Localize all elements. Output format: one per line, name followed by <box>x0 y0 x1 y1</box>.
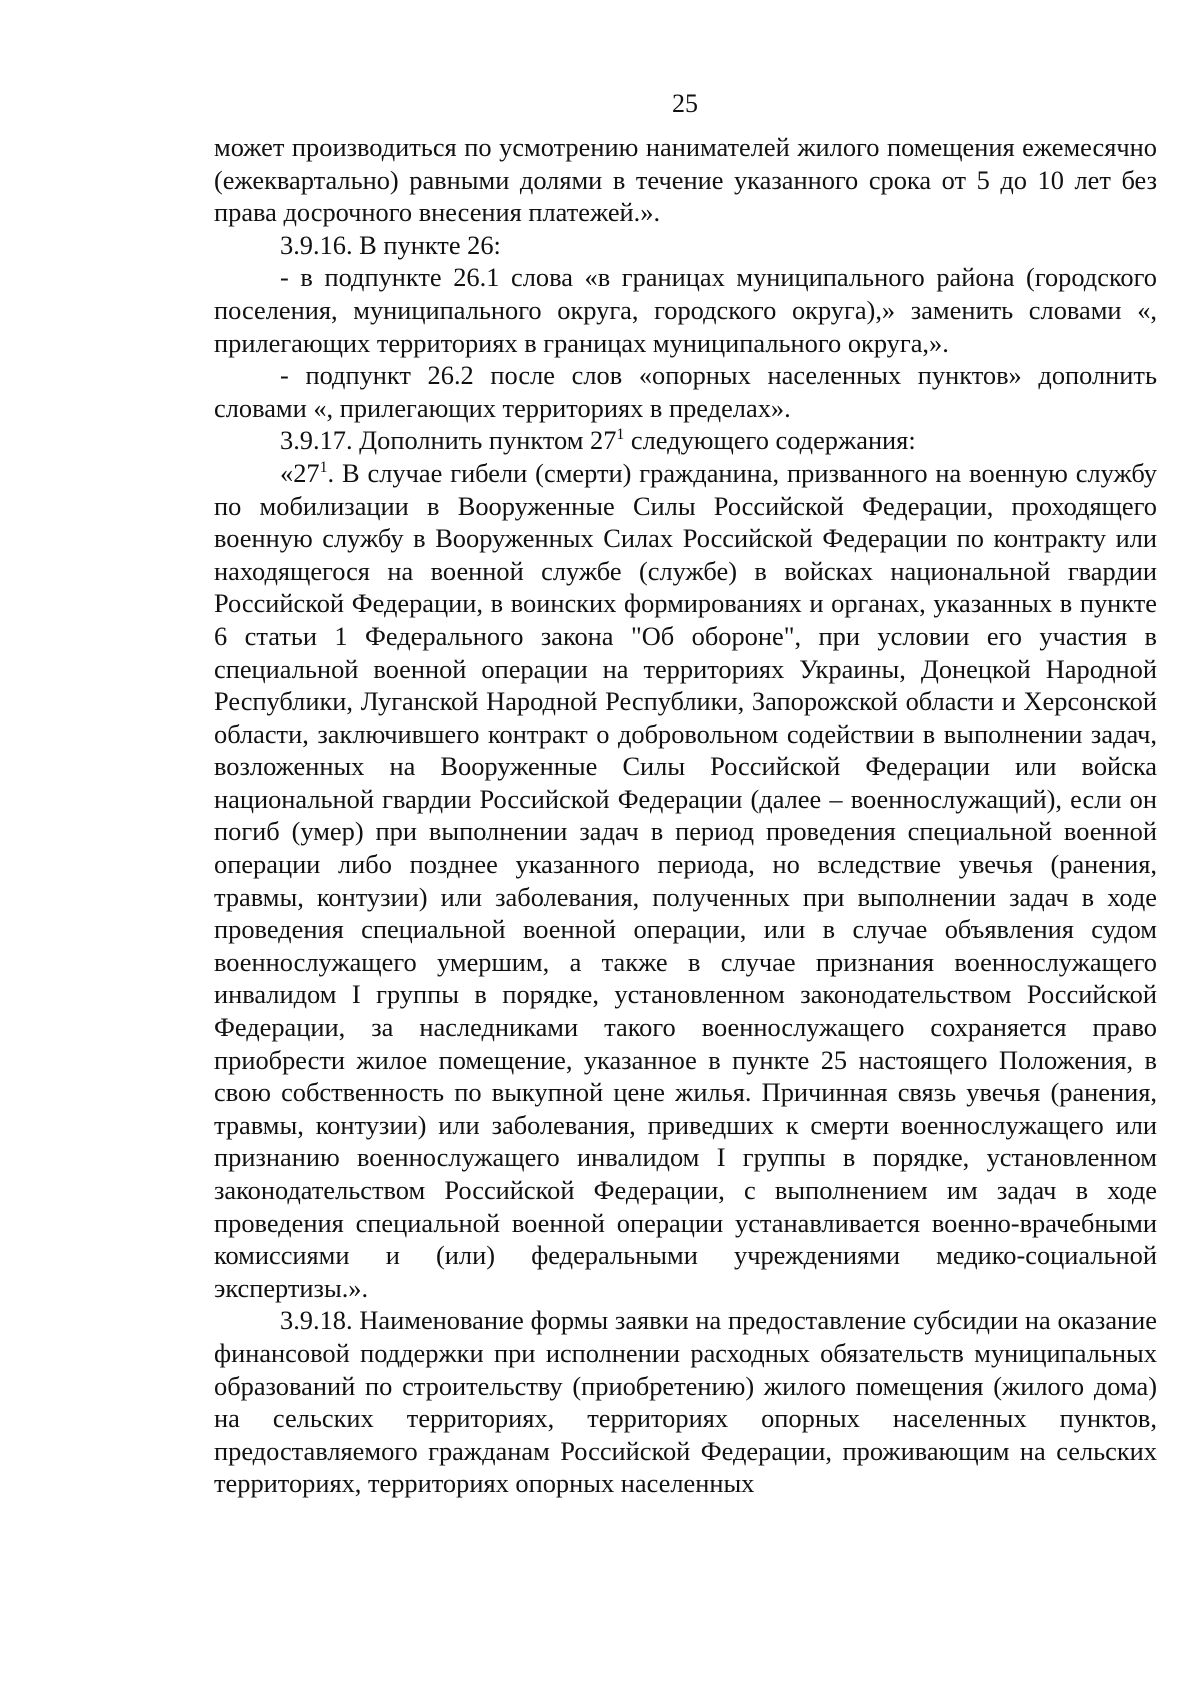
paragraph-item-27-1-start: «27 <box>280 457 320 488</box>
paragraph-3-9-17-text: 3.9.17. Дополнить пунктом 27 <box>280 425 617 456</box>
superscript: 1 <box>616 426 625 444</box>
paragraph-subitem-26-2: - подпункт 26.2 после слов «опорных населенных пунктов» дополнить словами «, прилегающих территориях в пределах». <box>214 360 1157 423</box>
paragraph-item-27-1-text: . В случае гибели (смерти) гражданина, призванного на военную службу по мобилизации в Вооруженные Силы Российской Федерации, проходящего военную службу в Вооруженных Силах Российской Федерации по контракту или находящегося на военной службе (службе) в войсках национальной гвардии Российской Федерации, в воинских формированиях и органах, указанных в пункте 6 статьи 1 Федерального закона "Об обороне", при условии его участия в специальной военной операции на территориях Украины, Донецкой Народной Республики, Луганской Народной Республики, Запорожской области и Херсонской области, заключившего контракт о добровольном содействии в выполнении задач, возложенных на Вооруженные Силы Российской Федерации или войска национальной гвардии Российской Федерации (далее – военнослужащий), если он погиб (умер) при выполнении задач в период проведения специальной военной операции либо позднее указанного периода, но вследствие увечья (ранения, травмы, контузии) или заболевания, полученных при выполнении задач в ходе проведения специальной военной операции, или в случае объявления судом военнослужащего умершим, а также в случае признания военнослужащего инвалидом I группы в порядке, установленном законодательством Российской Федерации, за наследниками такого военнослужащего сохраняется право приобрести жилое помещение, указанное в пункте 25 настоящего Положения, в свою собственность по выкупной цене жилья. Причинная связь увечья (ранения, травмы, контузии) или заболевания, приведших к смерти военнослужащего или признанию военнослужащего инвалидом I группы в порядке, установленном законодательством Российской Федерации, с выполнением им задач в ходе проведения специальной военной операции устанавливается военно-врачебными комиссиями и (или) федеральными учреждениями медико-социальной экспертизы.». <box>214 457 1157 1303</box>
paragraph-continuation: может производиться по усмотрению нанимателей жилого помещения ежемесячно (ежеквартально) равными долями в течение указанного срока от 5 до 10 лет без права досрочного внесения платежей.». <box>214 132 1157 228</box>
paragraph-3-9-18: 3.9.18. Наименование формы заявки на предоставление субсидии на оказание финансовой поддержки при исполнении расходных обязательств муниципальных образований по строительству (приобретению) жилого помещения (жилого дома) на сельских территориях, территориях опорных населенных пунктов, предоставляемого гражданам Российской Федерации, проживающим на сельских территориях, территориях опорных населенных <box>214 1305 1157 1499</box>
paragraph-3-9-17-text-end: следующего содержания: <box>624 425 916 456</box>
paragraph-subitem-26-1: - в подпункте 26.1 слова «в границах муниципального района (городского поселения, муниципального округа, городского округа),» заменить словами «, прилегающих территориях в границах муниципального округа,». <box>214 262 1157 358</box>
document-body <box>214 131 1157 1500</box>
paragraph-3-9-16: 3.9.16. В пункте 26: <box>280 229 501 260</box>
superscript: 1 <box>319 459 328 477</box>
paragraph-item-27-1 <box>214 457 1157 1304</box>
page-number: 25 <box>672 89 698 118</box>
paragraph-3-9-17 <box>214 424 1157 457</box>
